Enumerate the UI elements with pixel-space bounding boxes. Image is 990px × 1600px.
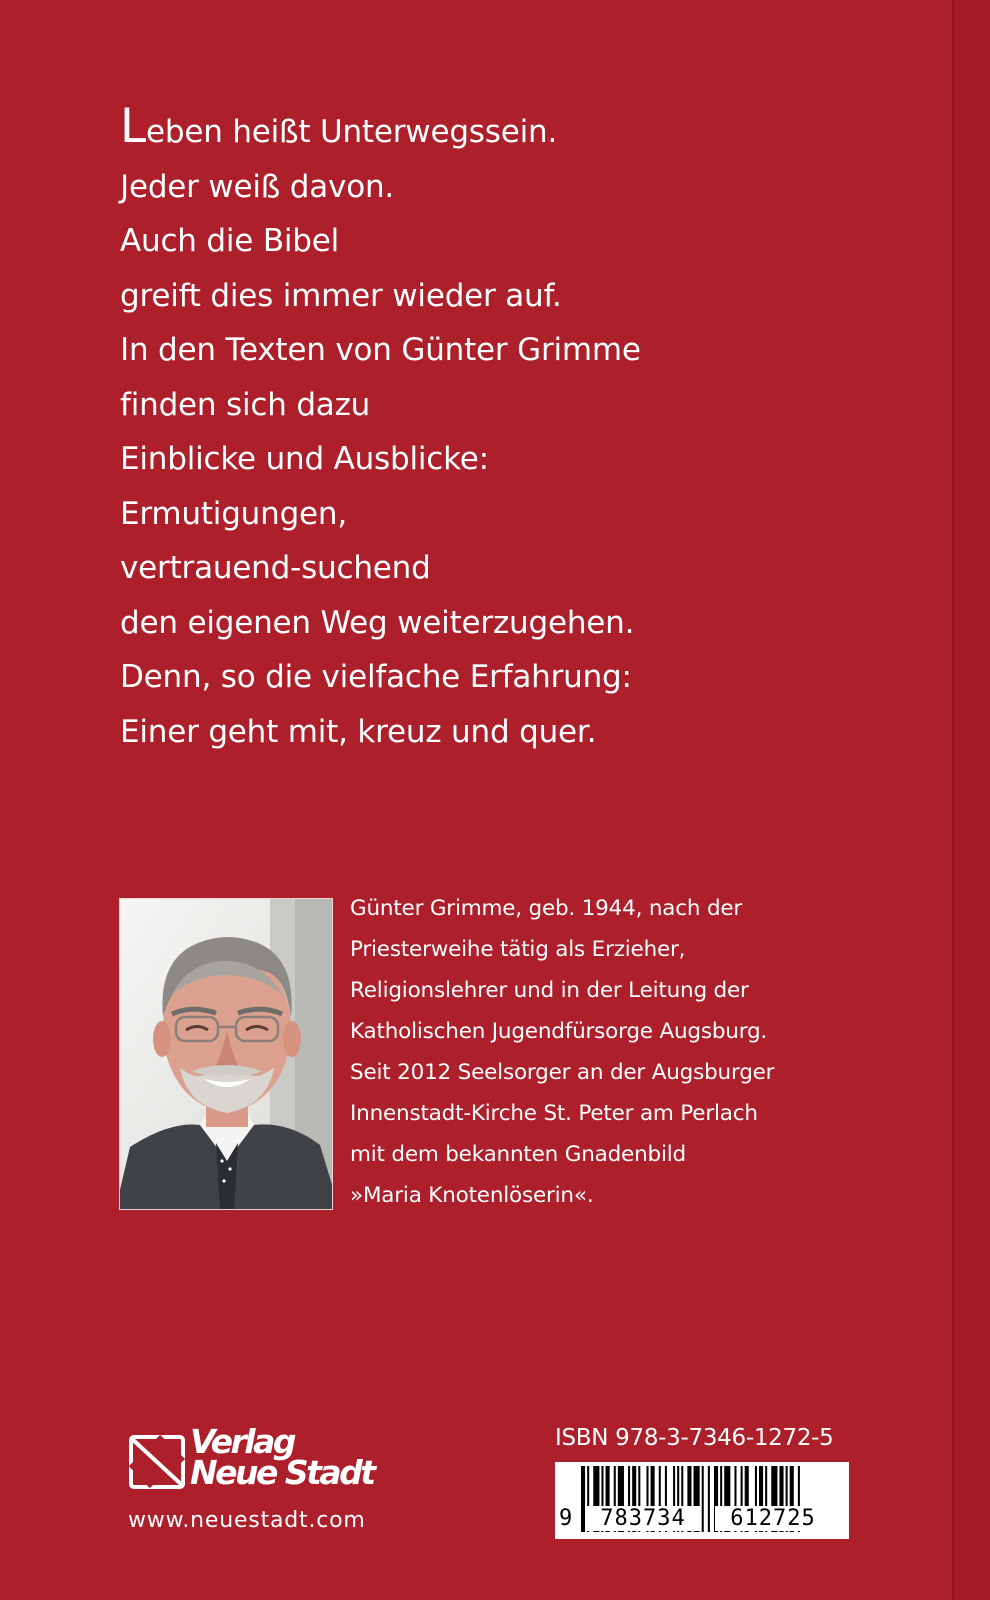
author-photo (119, 898, 333, 1210)
blurb-line: Einblicke und Ausblicke: (120, 441, 489, 477)
publisher-url[interactable]: www.neuestadt.com (128, 1508, 366, 1533)
publisher-name (190, 1422, 374, 1492)
bio-line: Seit 2012 Seelsorger an der Augsburger (350, 1060, 775, 1085)
author-portrait-illustration (120, 899, 333, 1210)
bio-line: »Maria Knotenlöserin«. (350, 1183, 594, 1208)
blurb-line: den eigenen Weg weiterzugehen. (120, 604, 635, 641)
bio-line: Katholischen Jugendfürsorge Augsburg. (350, 1019, 768, 1044)
barcode-digits-right: 612725 (715, 1506, 831, 1531)
blurb-line-1: Leben heißt Unterwegssein. (120, 99, 558, 154)
bio-line: Günter Grimme, geb. 1944, nach der (350, 896, 743, 921)
publisher-name-line1: Verlag (190, 1422, 294, 1461)
drop-cap: L (120, 99, 146, 154)
spine-edge (952, 0, 990, 1600)
bio-line: Priesterweihe tätig als Erzieher, (350, 937, 686, 962)
blurb-text (120, 100, 641, 759)
blurb-line: Auch die Bibel (120, 223, 340, 259)
publisher-logo-icon (128, 1434, 186, 1494)
isbn-label: ISBN 978-3-7346-1272-5 (555, 1425, 834, 1451)
barcode-digits-left: 783734 (585, 1506, 701, 1531)
barcode-digits (555, 1506, 849, 1536)
blurb-line: In den Texten von Günter Grimme (120, 332, 641, 368)
blurb-line: Ermutigungen, (120, 495, 348, 532)
bio-line: Religionslehrer und in der Leitung der (350, 978, 749, 1003)
blurb-line: Einer geht mit, kreuz und quer. (120, 713, 597, 750)
blurb-line: Denn, so die vielfache Erfahrung: (120, 659, 632, 695)
barcode-digit-first: 9 (559, 1506, 573, 1531)
publisher-name-line2: Neue Stadt (190, 1453, 374, 1492)
author-bio (350, 888, 774, 1216)
bio-line: mit dem bekannten Gnadenbild (350, 1142, 686, 1167)
bio-line: Innenstadt-Kirche St. Peter am Perlach (350, 1101, 758, 1126)
blurb-line: vertrauend-suchend (120, 550, 431, 586)
isbn-barcode (555, 1462, 849, 1539)
blurb-line: finden sich dazu (120, 386, 371, 423)
blurb-line: Jeder weiß davon. (120, 168, 395, 205)
blurb-line: greift dies immer wieder auf. (120, 277, 562, 314)
